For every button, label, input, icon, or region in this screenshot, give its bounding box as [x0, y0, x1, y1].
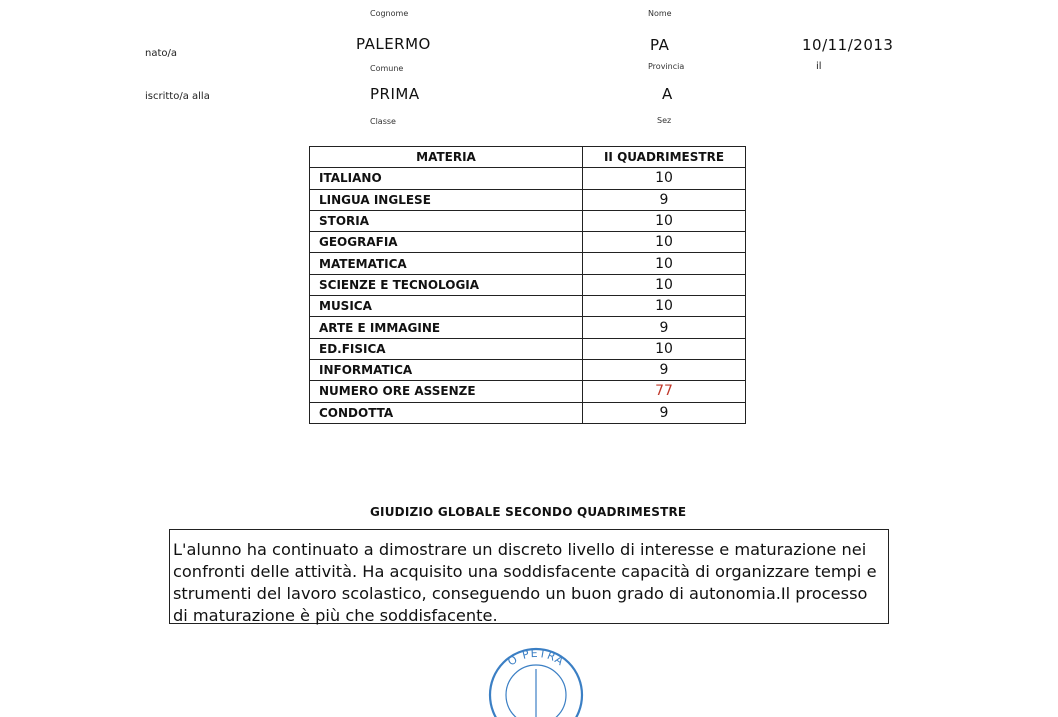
table-row [310, 253, 746, 274]
grade-cell: 10 [583, 253, 746, 274]
grade-cell: 10 [583, 232, 746, 253]
absence-hours-cell: 77 [583, 381, 746, 402]
table-row [310, 274, 746, 295]
value-data-nascita: 10/11/2013 [802, 36, 894, 54]
subject-cell: ED.FISICA [310, 338, 583, 359]
table-row [310, 402, 746, 423]
grade-cell: 9 [583, 359, 746, 380]
label-cognome: Cognome [370, 9, 409, 18]
judgement-title: GIUDIZIO GLOBALE SECONDO QUADRIMESTRE [370, 505, 687, 519]
subject-cell: SCIENZE E TECNOLOGIA [310, 274, 583, 295]
grade-cell: 9 [583, 189, 746, 210]
value-comune: PALERMO [356, 35, 431, 53]
subject-cell: MATEMATICA [310, 253, 583, 274]
table-header-row [310, 147, 746, 168]
label-provincia: Provincia [648, 62, 685, 71]
label-iscritto-a: iscritto/a alla [145, 91, 210, 102]
judgement-text: L'alunno ha continuato a dimostrare un discreto livello di interesse e maturazione nei confronti delle attività. Ha acquisito una soddisfacente capacità di organizzare tempi e strumenti del lavoro scolastico, conseguendo un buon grado di autonomia.Il processo di maturazione è più che soddisfacente. [169, 529, 889, 624]
grade-cell: 10 [583, 274, 746, 295]
grade-cell: 9 [583, 402, 746, 423]
value-provincia: PA [650, 36, 670, 54]
label-sez: Sez [657, 116, 672, 125]
subject-cell: MUSICA [310, 296, 583, 317]
value-classe: PRIMA [370, 85, 420, 103]
grades-table [309, 146, 746, 424]
table-row [310, 168, 746, 189]
value-sezione: A [662, 85, 673, 103]
grade-cell: 10 [583, 338, 746, 359]
column-header-quadrimestre: II QUADRIMESTRE [583, 147, 746, 168]
school-stamp-icon [484, 647, 588, 717]
subject-cell: ARTE E IMMAGINE [310, 317, 583, 338]
label-classe: Classe [370, 117, 396, 126]
subject-cell: STORIA [310, 210, 583, 231]
grade-cell: 10 [583, 168, 746, 189]
subject-cell: LINGUA INGLESE [310, 189, 583, 210]
table-row [310, 359, 746, 380]
subject-cell: INFORMATICA [310, 359, 583, 380]
subject-cell: NUMERO ORE ASSENZE [310, 381, 583, 402]
subject-cell: GEOGRAFIA [310, 232, 583, 253]
label-comune: Comune [370, 64, 404, 73]
grade-cell: 10 [583, 296, 746, 317]
label-nato-a: nato/a [145, 48, 178, 59]
table-row [310, 210, 746, 231]
grade-cell: 9 [583, 317, 746, 338]
subject-cell: ITALIANO [310, 168, 583, 189]
label-il: il [816, 61, 822, 72]
table-row [310, 189, 746, 210]
column-header-materia: MATERIA [310, 147, 583, 168]
grade-cell: 10 [583, 210, 746, 231]
table-row [310, 232, 746, 253]
stamp-text: O PETRA [505, 647, 567, 669]
table-row [310, 338, 746, 359]
table-row [310, 296, 746, 317]
table-row [310, 381, 746, 402]
subject-cell: CONDOTTA [310, 402, 583, 423]
label-nome: Nome [648, 9, 672, 18]
table-row [310, 317, 746, 338]
